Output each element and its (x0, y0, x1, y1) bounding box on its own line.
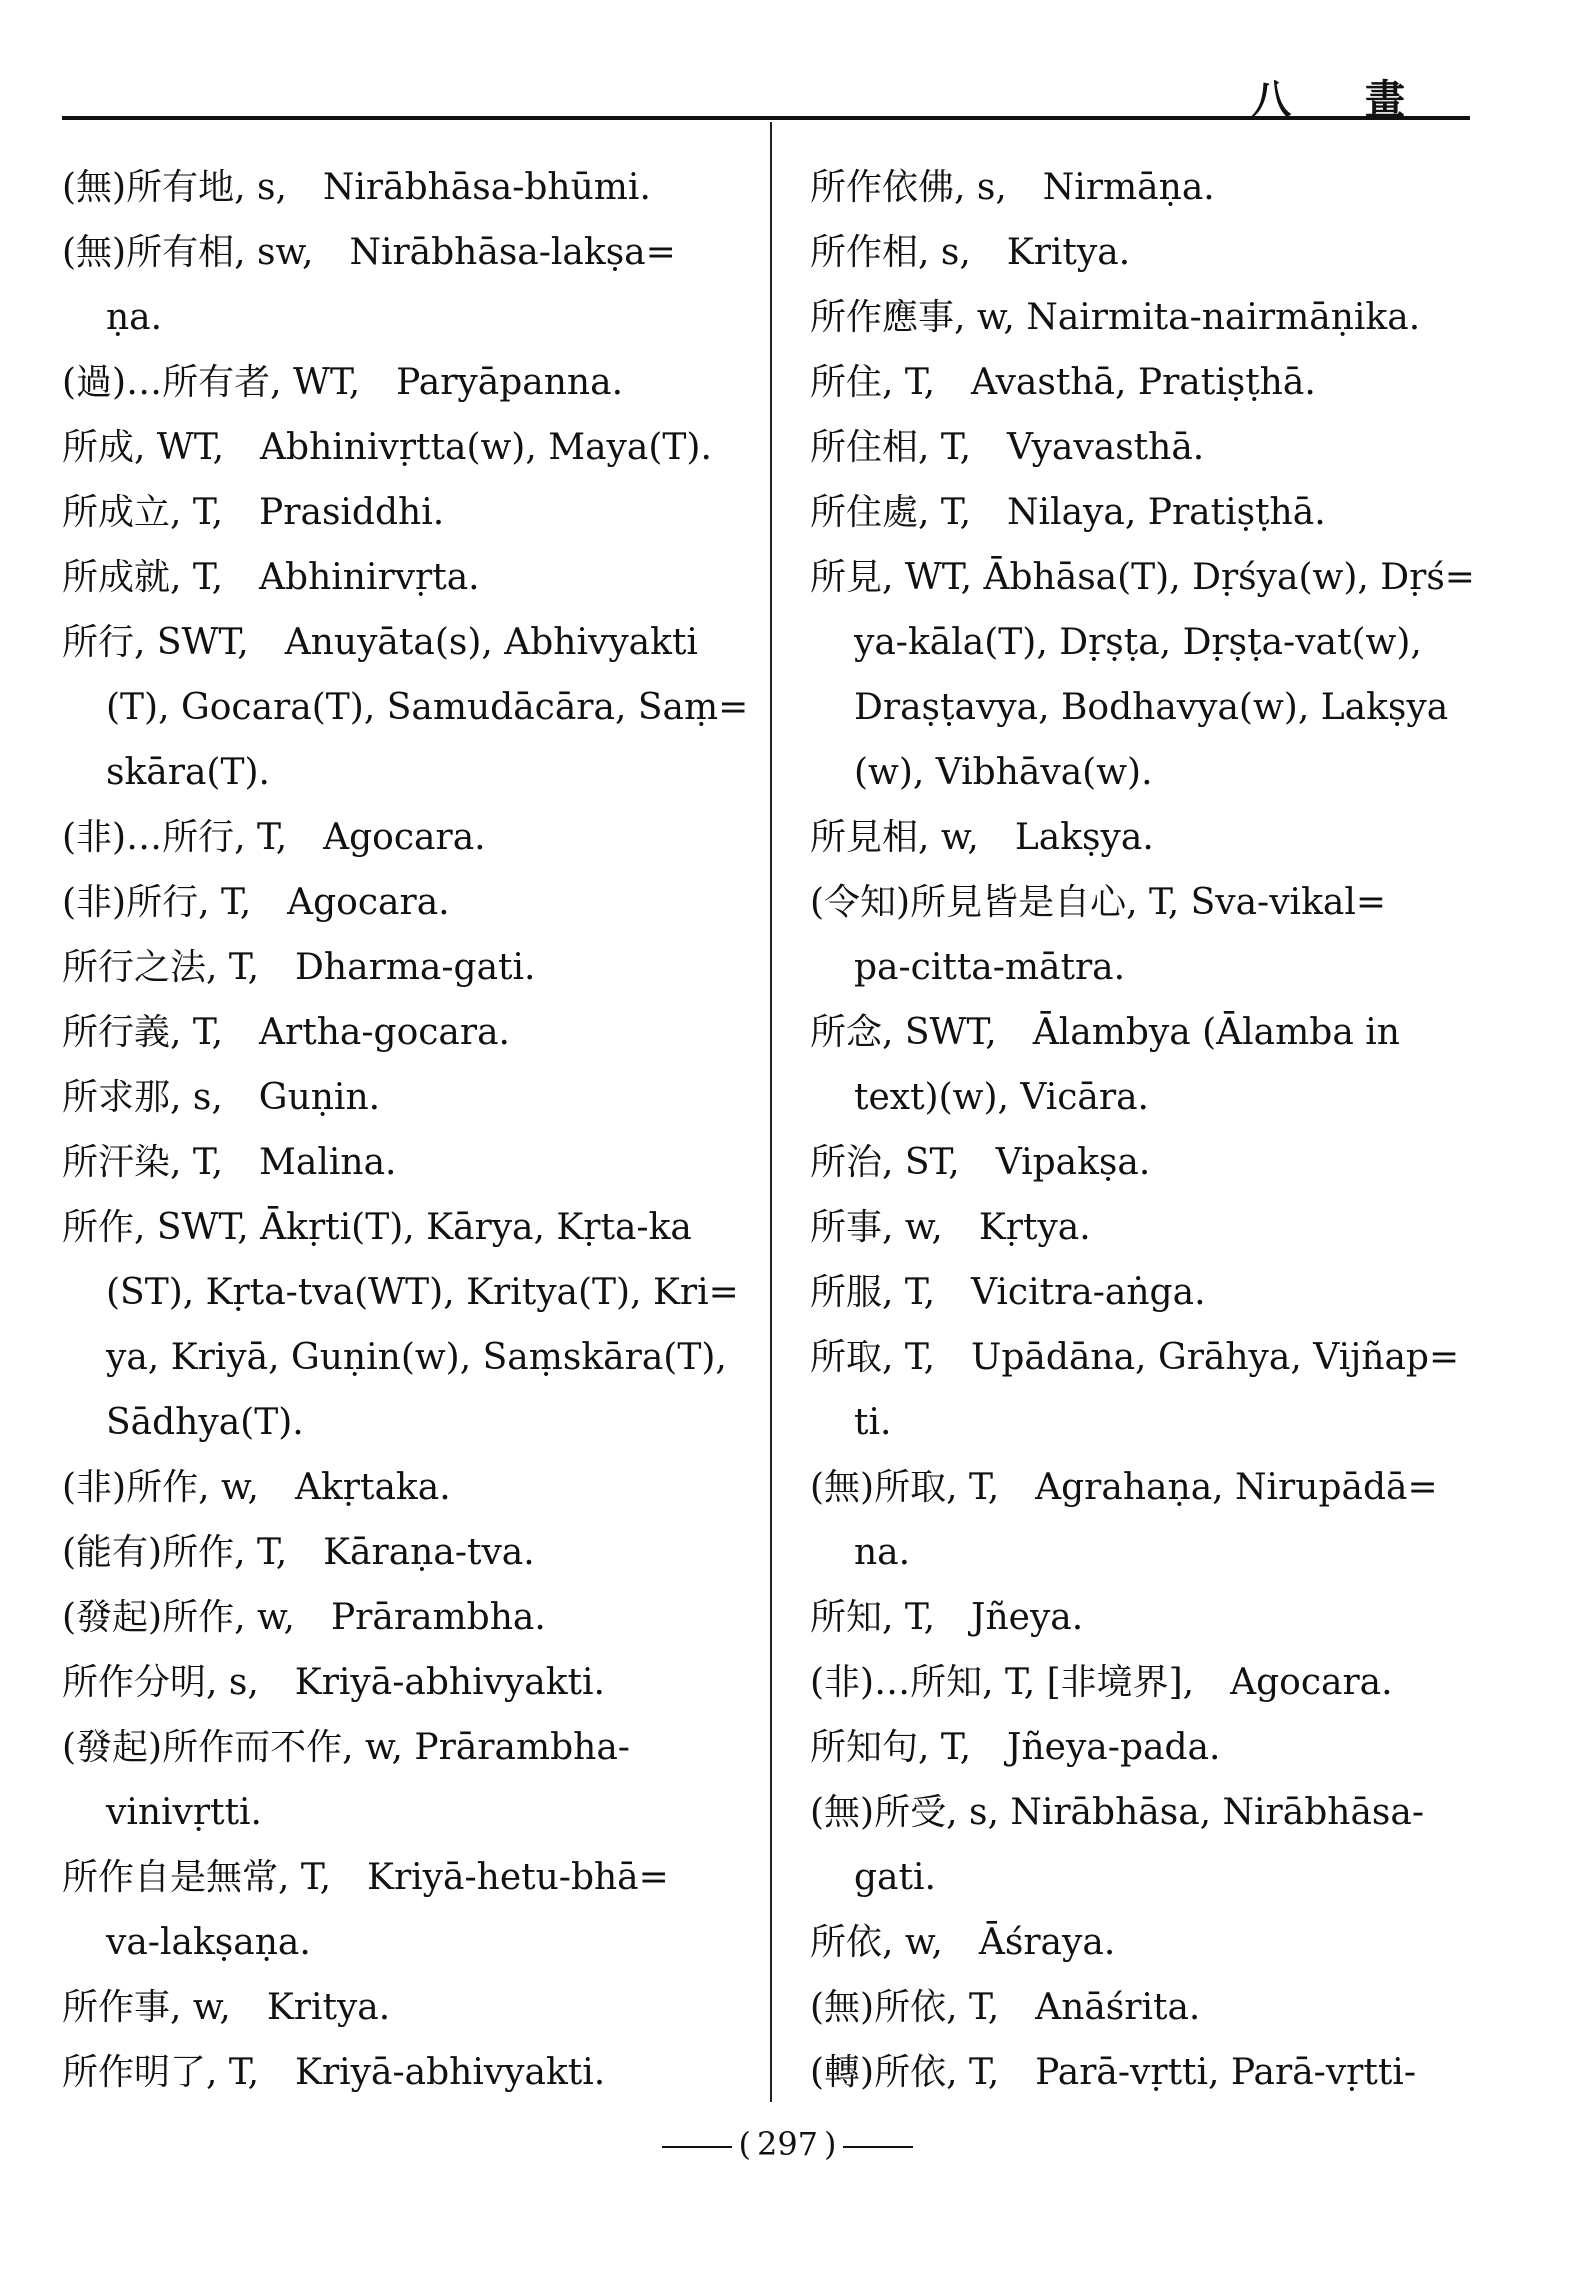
dictionary-entry-line: Sādhya(T). (106, 1402, 304, 1443)
dictionary-entry-line: (發起)所作, w, Prārambha. (62, 1597, 546, 1638)
dictionary-entry-line: 所住, T, Avasthā, Pratiṣṭhā. (810, 362, 1316, 403)
dictionary-entry-line: 所住處, T, Nilaya, Pratiṣṭhā. (810, 492, 1326, 533)
page-number-open-paren: ( (738, 2125, 751, 2163)
dictionary-entry-line: (非)…所知, T, [非境界], Agocara. (810, 1662, 1393, 1703)
dictionary-entry-line: 所事, w, Kṛtya. (810, 1207, 1091, 1248)
dictionary-entry-line: gati. (854, 1857, 936, 1898)
dictionary-entry-line: (發起)所作而不作, w, Prārambha- (62, 1727, 630, 1768)
page-number-dash-right (843, 2146, 913, 2148)
left-column (62, 155, 749, 2105)
header-rule (62, 116, 1470, 120)
dictionary-entry-line: 所服, T, Vicitra-aṅga. (810, 1272, 1206, 1313)
dictionary-entry-line: (無)所受, s, Nirābhāsa, Nirābhāsa- (810, 1792, 1425, 1833)
dictionary-entry-line: 所成立, T, Prasiddhi. (62, 492, 445, 533)
dictionary-entry-line: Draṣṭavya, Bodhavya(w), Lakṣya (854, 687, 1449, 728)
page-number-dash-left (662, 2146, 732, 2148)
dictionary-entry-line: vinivṛtti. (106, 1792, 262, 1833)
dictionary-entry-line: 所作事, w, Kritya. (62, 1987, 391, 2028)
dictionary-entry-line: 所作, SWT, Ākṛti(T), Kārya, Kṛta-ka (62, 1207, 692, 1248)
header-title: 八 畫 (1251, 76, 1435, 123)
dictionary-entry-line: 所汗染, T, Malina. (62, 1142, 397, 1183)
dictionary-entry-line: 所作應事, w, Nairmita-nairmāṇika. (810, 297, 1421, 338)
dictionary-entry-line: 所治, ST, Vipakṣa. (810, 1142, 1151, 1183)
dictionary-entry-line: (w), Vibhāva(w). (854, 752, 1153, 793)
dictionary-entry-line: 所依, w, Āśraya. (810, 1922, 1116, 1963)
dictionary-entry-line: 所行之法, T, Dharma-gati. (62, 947, 536, 988)
dictionary-entry-line: 所作明了, T, Kriyā-abhivyakti. (62, 2052, 606, 2093)
dictionary-entry-line: 所住相, T, Vyavasthā. (810, 427, 1205, 468)
dictionary-entry-line: pa-citta-mātra. (854, 947, 1126, 988)
dictionary-entry-line: (無)所有地, s, Nirābhāsa-bhūmi. (62, 167, 651, 208)
dictionary-entry-line: (轉)所依, T, Parā-vṛtti, Parā-vṛtti- (810, 2052, 1416, 2093)
dictionary-entry-line: 所成, WT, Abhinivṛtta(w), Maya(T). (62, 427, 712, 468)
dictionary-entry-line: 所知, T, Jñeya. (810, 1597, 1084, 1638)
dictionary-entry-line: (ST), Kṛta-tva(WT), Kritya(T), Kri= (106, 1272, 739, 1313)
dictionary-entry-line: (令知)所見皆是自心, T, Sva-vikal= (810, 882, 1387, 923)
dictionary-entry-line: 所知句, T, Jñeya-pada. (810, 1727, 1221, 1768)
dictionary-entry-line: ya, Kriyā, Guṇin(w), Saṃskāra(T), (106, 1337, 727, 1378)
dictionary-entry-line: 所作依佛, s, Nirmāṇa. (810, 167, 1215, 208)
dictionary-entry-line: (過)…所有者, WT, Paryāpanna. (62, 362, 624, 403)
dictionary-entry-line: 所行, SWT, Anuyāta(s), Abhivyakti (62, 622, 698, 663)
dictionary-entry-line: (非)所作, w, Akṛtaka. (62, 1467, 451, 1508)
right-column (810, 155, 1475, 2105)
dictionary-entry-line: 所念, SWT, Ālambya (Ālamba in (810, 1012, 1400, 1053)
dictionary-entry-line: 所取, T, Upādāna, Grāhya, Vijñap= (810, 1337, 1460, 1378)
dictionary-entry-line: (非)…所行, T, Agocara. (62, 817, 486, 858)
page-number (0, 2125, 1575, 2163)
page-number-value: 297 (756, 2125, 819, 2163)
dictionary-entry-line: 所行義, T, Artha-gocara. (62, 1012, 510, 1053)
dictionary-entry-line: 所見相, w, Lakṣya. (810, 817, 1154, 858)
dictionary-entry-line: ya-kāla(T), Dṛṣṭa, Dṛṣṭa-vat(w), (854, 622, 1422, 663)
dictionary-entry-line: (T), Gocara(T), Samudācāra, Saṃ= (106, 687, 749, 728)
page-number-close-paren: ) (824, 2125, 837, 2163)
dictionary-entry-line: 所求那, s, Guṇin. (62, 1077, 381, 1118)
dictionary-entry-line: na. (854, 1532, 911, 1573)
dictionary-entry-line: (能有)所作, T, Kāraṇa-tva. (62, 1532, 535, 1573)
dictionary-entry-line: skāra(T). (106, 752, 270, 793)
dictionary-entry-line: va-lakṣaṇa. (106, 1922, 311, 1963)
dictionary-entry-line: (無)所有相, sw, Nirābhāsa-lakṣa= (62, 232, 676, 273)
dictionary-entry-line: ti. (854, 1402, 892, 1443)
column-divider (770, 122, 772, 2102)
dictionary-entry-line: (無)所取, T, Agrahaṇa, Nirupādā= (810, 1467, 1438, 1508)
dictionary-entry-line: ṇa. (106, 297, 163, 338)
dictionary-entry-line: 所作分明, s, Kriyā-abhivyakti. (62, 1662, 605, 1703)
dictionary-entry-line: 所見, WT, Ābhāsa(T), Dṛśya(w), Dṛś= (810, 557, 1475, 598)
dictionary-entry-line: 所作相, s, Kritya. (810, 232, 1131, 273)
dictionary-entry-line: (非)所行, T, Agocara. (62, 882, 450, 923)
dictionary-entry-line: 所作自是無常, T, Kriyā-hetu-bhā= (62, 1857, 669, 1898)
dictionary-entry-line: (無)所依, T, Anāśrita. (810, 1987, 1201, 2028)
dictionary-entry-line: 所成就, T, Abhinirvṛta. (62, 557, 480, 598)
dictionary-entry-line: text)(w), Vicāra. (854, 1077, 1149, 1118)
